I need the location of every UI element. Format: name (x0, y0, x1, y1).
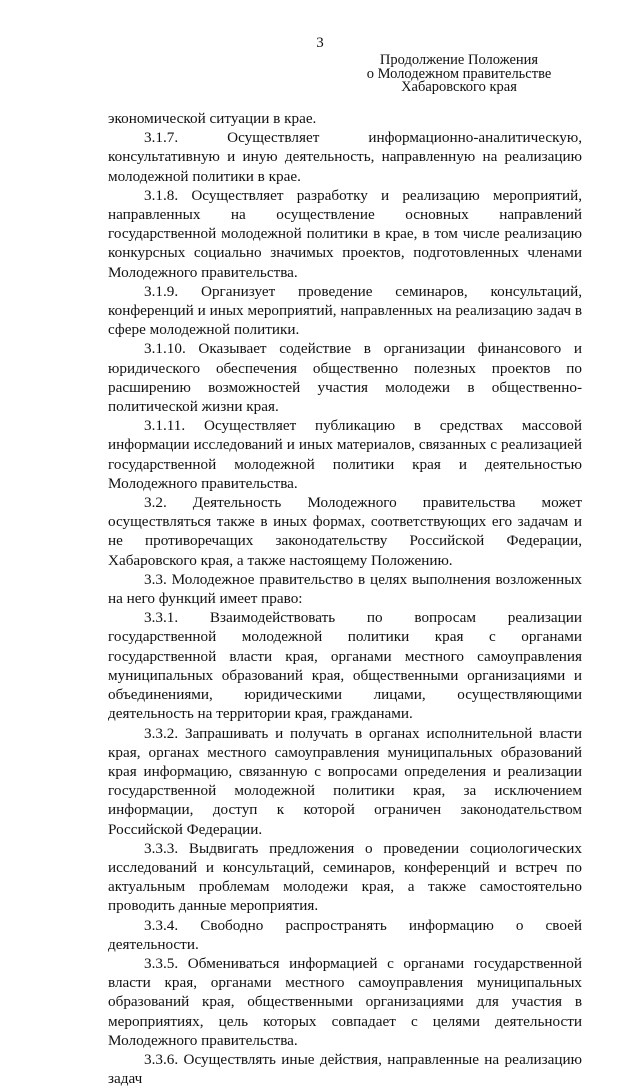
page-number: 3 (316, 35, 324, 51)
paragraph-3-3-3: 3.3.3. Выдвигать предложения о проведении социологических исследований и консультаций, семинаров, конференций и встреч по актуальным проблемам молодежи края, а также самостоятельно проводить данные мероприятия. (108, 839, 582, 915)
document-body (108, 109, 582, 1088)
paragraph-3-3: 3.3. Молодежное правительство в целях выполнения возложенных на него функций имеет право: (108, 570, 582, 608)
paragraph-3-1-9: 3.1.9. Организует проведение семинаров, консультаций, конференций и иных мероприятий, направленных на реализацию задач в сфере молодежной политики. (108, 282, 582, 339)
paragraph-3-3-5: 3.3.5. Обмениваться информацией с органами государственной власти края, органами местного самоуправления муниципальных образований края, общественными организациями для участия в мероприятиях, цель которых совпадает с целями деятельности Молодежного правительства. (108, 954, 582, 1049)
paragraph-continuation: экономической ситуации в крае. (108, 110, 317, 127)
paragraph-3-3-4: 3.3.4. Свободно распространять информацию о своей деятельности. (108, 916, 582, 953)
paragraph-3-2: 3.2. Деятельность Молодежного правительства может осуществляться также в иных формах, соответствующих его задачам и не противоречащих законодательству Российской Федерации, Хабаровского края, а также настоящему Положению. (108, 494, 582, 569)
header-line-3: Хабаровского края (401, 79, 517, 95)
paragraph-3-3-2: 3.3.2. Запрашивать и получать в органах исполнительной власти края, органах местного самоуправления муниципальных образований края информацию, связанную с вопросами определения и реализации государственной молодежной политики края, за исключением информации, доступ к которой ограничен законодательством Российской Федерации. (108, 724, 582, 838)
paragraph-3-3-1: 3.3.1. Взаимодействовать по вопросам реализации государственной молодежной политики края с органами государственной власти края, органами местного самоуправления муниципальных образований края, общественными организациями и объединениями, юридическими лицами, осуществляющими деятельность на территории края, гражданами. (108, 609, 582, 723)
header-line-2: о Молодежном правительстве (366, 65, 552, 82)
header-line-1: Продолжение Положения (379, 52, 539, 68)
paragraph-3-1-10: 3.1.10. Оказывает содействие в организации финансового и юридического обеспечения общественно полезных проектов по расширению возможностей участия молодежи в общественно-политической жизни края. (108, 340, 582, 416)
paragraph-3-1-8: 3.1.8. Осуществляет разработку и реализацию мероприятий, направленных на осуществление основных направлений государственной молодежной политики в крае, в том числе реализацию конкурсных социально значимых проектов, подготовленных членами Молодежного правительства. (108, 186, 582, 281)
document-header-note (334, 54, 584, 95)
paragraph-3-3-6: 3.3.6. Осуществлять иные действия, направленные на реализацию задач (108, 1050, 582, 1088)
paragraph-3-1-11: 3.1.11. Осуществляет публикацию в средствах массовой информации исследований и иных материалов, связанных с реализацией государственной молодежной политики края и деятельностью Молодежного правительства. (108, 417, 582, 492)
paragraph-3-1-7: 3.1.7. Осуществляет информационно-аналитическую, консультативную и иную деятельность, направленную на реализацию молодежной политики в крае. (108, 129, 582, 185)
